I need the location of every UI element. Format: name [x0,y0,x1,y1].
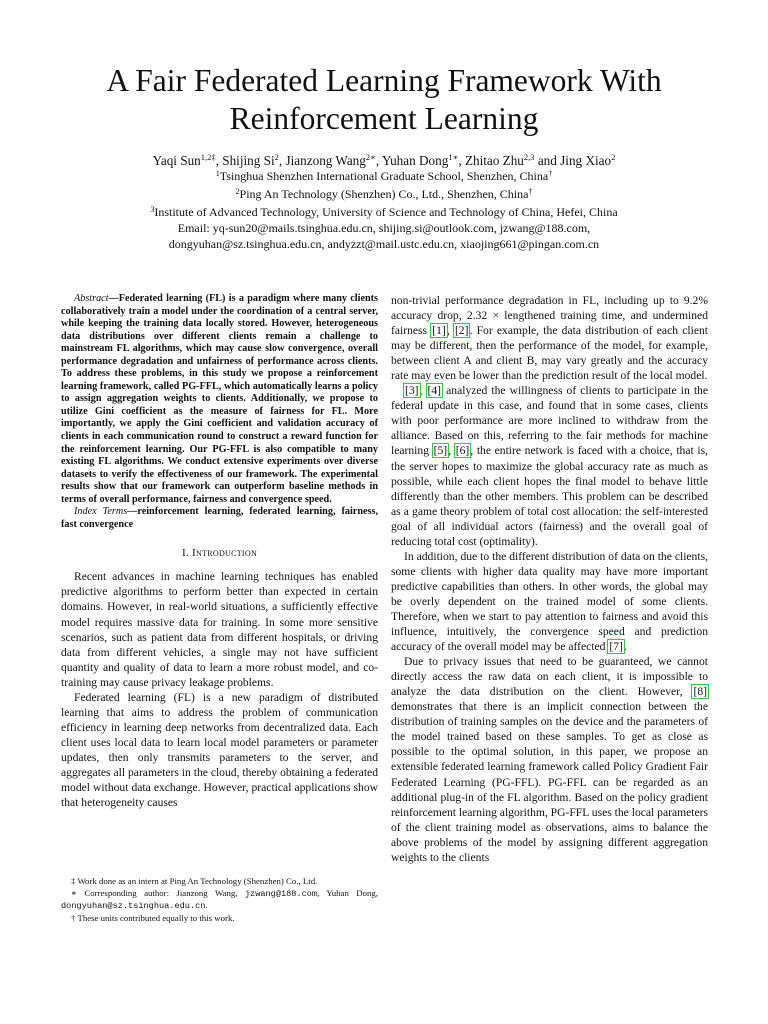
abstract-lead: Abstract [74,293,109,304]
footnote-email-link[interactable]: jzwang@188.com [244,889,318,899]
author-separator: and [534,153,561,168]
author-name: Yaqi Sun [152,153,201,168]
section-title: Introduction [192,547,258,560]
footnote-3 [61,913,378,924]
paragraph-text: In addition, due to the different distribution of data on the clients, some clients with higher data quality may have more important predictive capabilities than others. In other words, the global may be overly dependent on the trained model of some clients. Therefore, when we start to pay attention to fairness and avoid this influence, intuitively, the convergence speed and prediction accuracy of the overall model may be affected [391,549,708,654]
affiliation-number: 1 [215,169,220,178]
paragraph-text: . For example, the data distribution of each client may be different, then the performance of the model, for example, between client A and client B, may vary greatly and the accuracy rate may even be lower than the prediction result of the local model. [391,324,708,383]
footnote-mark: † [71,913,76,923]
citation-link[interactable]: [2] [454,324,469,338]
author-affil-mark: 1∗ [448,152,459,162]
paragraph-text: analyzed the willingness of clients to participate in the federal update in this case, and found that in some cases, clients with poor performance are more inclined to withdraw from the alliance. Based on this, referring to the fair methods for machine learning [391,384,708,458]
affiliation-text: Tsinghua Shenzhen International Graduate School, Shenzhen, China [219,169,549,183]
affiliation-2 [40,187,728,202]
author-name: Shijing Si [222,153,275,168]
author-name: Jing Xiao [560,153,612,168]
index-terms-text: —reinforcement learning, federated learning, fairness, fast convergence [61,506,378,530]
section-number: I. [181,547,189,560]
footnote-mark: ∗ [71,888,77,898]
footnote-2 [61,888,378,912]
citation-link[interactable]: [7] [609,640,623,654]
author-affil-mark: 2 [274,152,279,162]
citation-link[interactable]: [8] [693,685,707,699]
citation-link[interactable]: [6] [455,444,470,458]
citation-separator: , [419,384,427,398]
author-affil-mark: 2∗ [365,152,376,162]
citation-separator: , [448,444,455,458]
left-column [61,293,378,810]
footnote-text: Corresponding author: Jianzong Wang, [76,888,245,898]
email-line-1: Email: yq-sun20@mails.tsinghua.edu.cn, shijing.si@outlook.com, jzwang@188.com, [177,221,591,235]
footnote-email-link[interactable]: dongyuhan@sz.tsinghua.edu.cn [61,901,206,911]
title-line-1: A Fair Federated Learning Framework With [106,63,662,98]
author-separator: , [458,153,465,168]
citation-link[interactable]: [4] [427,384,442,398]
affiliation-text: Institute of Advanced Technology, University of Science and Technology of China, Hefei, China [154,205,618,219]
affiliation-number: 2 [235,187,240,196]
author-affil-mark: 2 [611,152,616,162]
paragraph-text: demonstrates that there is an implicit connection between the distribution of training samples on the device and the parameters of the model trained based on these samples. To get as close as possible to the optimal solution, in this paper, we propose an extensible federated learning framework called Policy Gradient Fair Federated Learning (PG-FFL). PG-FFL can be regarded as an additional plug-in of the FL algorithm. Based on the policy gradient reinforcement learning algorithm, PG-FFL uses the local parameters of the client training model as observations, aims to balance the above problems of the model by assigning different aggregation weights to the clients [391,700,709,864]
right-paragraph-2 [391,383,708,549]
paragraph-text: non-trivial performance degradation in FL, including up to 9.2% accuracy drop, 2.32 × lengthened training time, and undermined fairness [391,294,708,338]
affiliation-mark: † [548,169,553,178]
paragraph-text: Due to privacy issues that need to be guaranteed, we cannot directly access the raw data on each client, it is impossible to analyze the data distribution on the client. However, [391,655,708,699]
abstract [61,293,378,506]
citation-link[interactable]: [1] [432,324,446,338]
footnote-text: . [205,900,208,910]
footnote-mark: ‡ [71,876,76,886]
citation-link[interactable]: [5] [433,444,448,458]
footnotes [61,876,378,925]
footnote-1 [61,876,378,887]
right-column [391,293,708,865]
intro-paragraph-2: Federated learning (FL) is a new paradigm of distributed learning that aims to address the problem of communication efficiency in learning deep networks from decentralized data. Each client uses local data to learn local model parameters or parameter updates, then only transmits parameters to the server, and aggregates all parameters in the cloud, thereby obtaining a federated model without data exchange. However, practical applications show that heterogeneity causes [61,690,378,810]
abstract-text: —Federated learning (FL) is a paradigm where many clients collaboratively train a model under the coordination of a central server, while keeping the training data locally stored. However, heterogeneous data distributions over different clients remain a challenge to mainstream FL algorithms, which may cause slow convergence, overall performance degradation and unfairness of performance across clients. To address these problems, in this study we propose a reinforcement learning framework, called PG-FFL, which automatically learns a policy to assign aggregation weights to clients. Additionally, we propose to utilize Gini coefficient as the measure of fairness for FL. More importantly, we apply the Gini coefficient and validation accuracy of clients in each communication round to construct a reward function for the reinforcement learning. Our PG-FFL is also compatible to many existing FL algorithms. We conduct extensive experiments over diverse datasets to verify the effectiveness of our framework. The experimental results show that our framework can outperform baseline methods in terms of overall performance, fairness and convergence speed. [61,293,378,505]
citation-separator: , [446,324,454,338]
author-separator: , [215,153,223,168]
right-paragraph-1 [391,293,708,383]
section-heading-introduction [61,546,378,560]
author-name: Jianzong Wang [285,153,366,168]
citation-link[interactable]: [3] [405,384,419,398]
author-separator: , [375,153,383,168]
affiliation-mark: † [528,187,533,196]
affiliation-number: 3 [150,205,155,214]
index-terms-lead: Index Terms [74,506,128,518]
email-line-2: dongyuhan@sz.tsinghua.edu.cn, andyzzt@mail.ustc.edu.cn, xiaojing661@pingan.com.cn [168,237,600,251]
paragraph-text: , the entire network is faced with a choice, that is, the server hopes to maximize the global accuracy rate as much as possible, while each client hopes the final model to behave little differently than the other members. This problem can be described as a game theory problem of total cost allocation: the self-interested goal of all individual actors (fairness) and the overall goal of reducing total cost (optimality). [391,444,709,548]
author-name: Zhitao Zhu [464,153,524,168]
right-paragraph-4 [391,654,708,865]
paper-title [40,62,728,138]
affiliation-1 [40,169,728,184]
paragraph-text: . [623,640,627,654]
footnote-text: , Yuhan Dong, [317,888,379,898]
footnote-text: Work done as an intern at Ping An Technology (Shenzhen) Co., Ltd. [75,876,318,886]
intro-paragraph-1: Recent advances in machine learning techniques has enabled predictive algorithms to perform better than expected in certain domains. However, in real-world situations, a sufficiently effective model requires massive data for training. In some more sensitive scenarios, such as patient data from different hospitals, or driving data from different vehicles, a single may not have sufficient quantity and quality of data to learn a more robust model, and co-training may cause privacy leakage problems. [61,570,378,689]
index-terms [61,506,378,531]
affiliation-3 [40,205,728,220]
author-affil-mark: 1,2‡ [200,152,216,162]
author-separator: , [278,153,286,168]
title-line-2: Reinforcement Learning [229,101,539,136]
affiliation-text: Ping An Technology (Shenzhen) Co., Ltd., Shenzhen, China [239,187,529,201]
footnote-text: These units contributed equally to this work. [75,913,235,923]
right-paragraph-3 [391,549,708,654]
author-name: Yuhan Dong [382,153,449,168]
author-affil-mark: 2,3 [523,152,535,162]
author-list [40,153,728,169]
